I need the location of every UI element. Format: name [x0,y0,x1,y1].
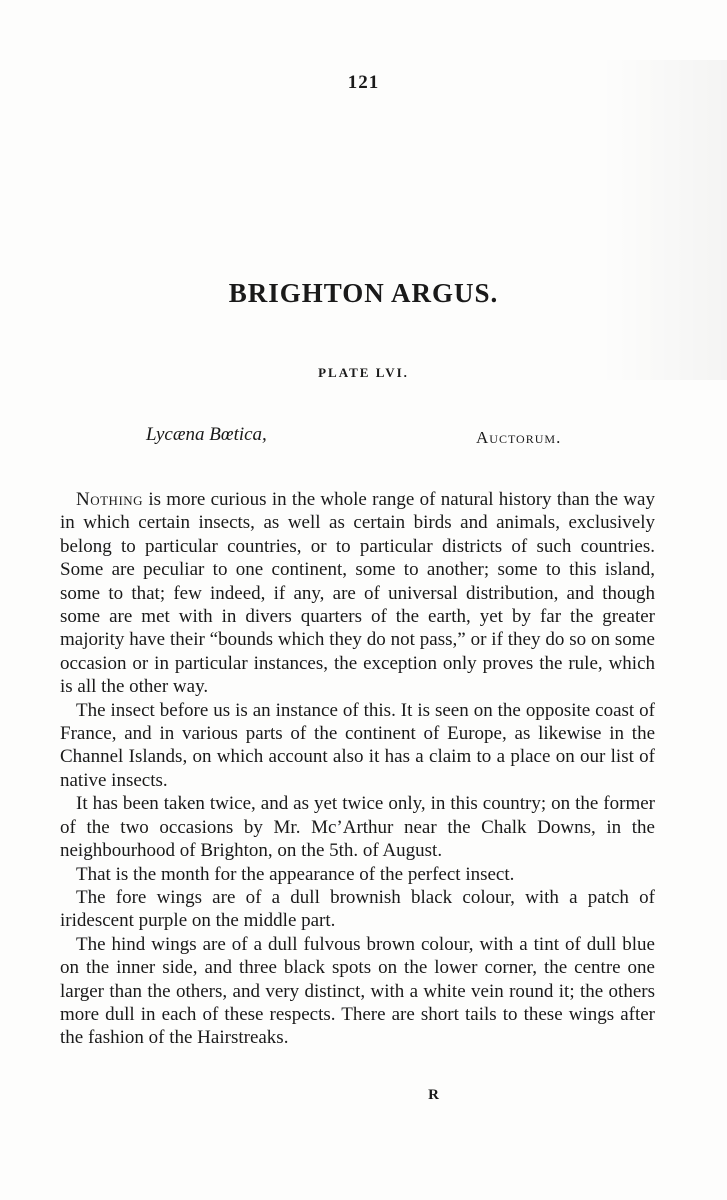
paragraph-2: The insect before us is an instance of this. It is seen on the opposite coast of France, and in various parts of the continent of Europe, as likewise in the Channel Islands, on which account also it has a claim to a place on our list of native insects. [60,699,655,791]
species-authority: Auctorum. [476,428,562,447]
page-number: 121 [347,72,380,93]
reverse-page-bleed [600,60,727,380]
body-text [60,488,655,1050]
paragraph-1-lead: Nothing [76,489,144,510]
paragraph-5: The fore wings are of a dull brownish black colour, with a patch of iridescent purple on the middle part. [60,886,655,932]
paragraph-1 [60,488,655,699]
species-name: Lycæna Bœtica, [146,424,267,445]
paragraph-4: That is the month for the appearance of the perfect insect. [76,863,515,885]
signature-mark: R [428,1087,439,1103]
paragraph-1-text: is more curious in the whole range of natural history than the way in which certain insects, as well as certain birds and animals, exclusively belong to particular countries, or to particular districts of such countries. Some are peculiar to one continent, some to another; some to this island, some to that; few indeed, if any, are of universal distribution, and though some are met with in divers quarters of the earth, yet by far the greater majority have their “bounds which they do not pass,” or if they do so on some occasion or in particular instances, the exception only proves the rule, which is all the other way. [60,489,655,698]
plate-label: PLATE LVI. [318,365,409,380]
paragraph-6: The hind wings are of a dull fulvous brown colour, with a tint of dull blue on the inner side, and three black spots on the lower corner, the centre one larger than the others, and very distinct, with a white vein round it; the others more dull in each of these respects. There are short tails to these wings after the fashion of the Hairstreaks. [60,933,655,1049]
paragraph-3: It has been taken twice, and as yet twice only, in this country; on the former of the two occasions by Mr. Mc’Arthur near the Chalk Downs, in the neighbourhood of Brighton, on the 5th. of August. [60,793,655,862]
page-title: BRIGHTON ARGUS. [228,278,499,308]
